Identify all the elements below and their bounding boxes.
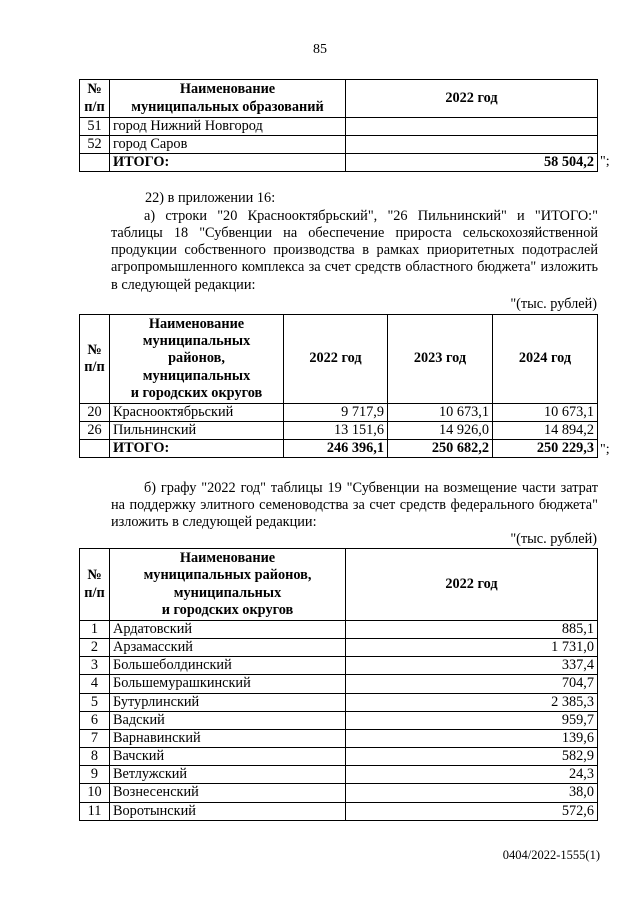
row-value-2024: 10 673,1 (493, 404, 598, 422)
row-name: Большеболдинский (110, 657, 346, 675)
row-value-2022: 24,3 (346, 766, 598, 784)
row-number: 6 (80, 711, 110, 729)
total-value-2024: 250 229,3 (493, 440, 598, 458)
row-value-2023: 14 926,0 (388, 422, 493, 440)
table1-closing-quote: "; (600, 154, 610, 169)
row-value-2022 (346, 118, 598, 136)
row-value-2022: 572,6 (346, 802, 598, 820)
row-value-2024: 14 894,2 (493, 422, 598, 440)
row-name: Вадский (110, 711, 346, 729)
row-number: 5 (80, 693, 110, 711)
row-number: 11 (80, 802, 110, 820)
total-row (80, 440, 598, 458)
col-header-2022: 2022 год (284, 315, 388, 404)
paragraph-b: б) графу "2022 год" таблицы 19 "Субвенции на возмещение части затрат на поддержку элитного семеноводства за счет средств федерального бюджета" изложить в следующей редакции: (111, 480, 598, 531)
row-value-2022: 337,4 (346, 657, 598, 675)
row-number: 10 (80, 784, 110, 802)
table-header-row (80, 549, 598, 621)
total-value-2022: 58 504,2 (346, 154, 598, 172)
row-number: 3 (80, 657, 110, 675)
row-value-2022: 13 151,6 (284, 422, 388, 440)
table-row (80, 802, 598, 820)
row-number: 8 (80, 748, 110, 766)
table-header-row (80, 315, 598, 404)
row-value-2022: 1 731,0 (346, 639, 598, 657)
table-row (80, 136, 598, 154)
row-number: 7 (80, 729, 110, 747)
table-municipal-formations (79, 79, 598, 172)
row-name: Бутурлинский (110, 693, 346, 711)
page-number: 85 (313, 42, 327, 57)
row-name: город Саров (110, 136, 346, 154)
row-number: 51 (80, 118, 110, 136)
total-row (80, 154, 598, 172)
table-row (80, 766, 598, 784)
total-value-2022: 246 396,1 (284, 440, 388, 458)
table-row (80, 748, 598, 766)
total-number-cell (80, 154, 110, 172)
col-header-name: Наименование муниципальных районов, муниципальных и городских округов (110, 549, 346, 621)
row-number: 1 (80, 621, 110, 639)
row-name: Краснооктябрьский (110, 404, 284, 422)
row-name: Варнавинский (110, 729, 346, 747)
row-value-2022: 885,1 (346, 621, 598, 639)
table-row (80, 639, 598, 657)
table2-closing-quote: "; (600, 442, 610, 457)
col-header-name: Наименование муниципальных образований (110, 80, 346, 118)
table-row (80, 784, 598, 802)
paragraph-a: а) строки "20 Краснооктябрьский", "26 Пильнинский" и "ИТОГО:" таблицы 18 "Субвенции на обеспечение прироста сельскохозяйственной продукции собственного производства в рамках приоритетных подотраслей агропромышленного комплекса за счет средств областного бюджета" изложить в следующей редакции: (111, 208, 598, 293)
row-name: Большемурашкинский (110, 675, 346, 693)
col-header-number: № п/п (80, 315, 110, 404)
row-value-2022: 582,9 (346, 748, 598, 766)
row-value-2022: 704,7 (346, 675, 598, 693)
row-number: 20 (80, 404, 110, 422)
row-number: 52 (80, 136, 110, 154)
row-name: Воротынский (110, 802, 346, 820)
row-number: 9 (80, 766, 110, 784)
row-number: 4 (80, 675, 110, 693)
table-header-row (80, 80, 598, 118)
section-22-heading: 22) в приложении 16: (145, 190, 276, 206)
row-value-2022: 2 385,3 (346, 693, 598, 711)
total-value-2023: 250 682,2 (388, 440, 493, 458)
col-header-number: № п/п (80, 549, 110, 621)
total-label: ИТОГО: (110, 440, 284, 458)
table-subventions-19 (79, 548, 598, 821)
col-header-2022: 2022 год (346, 80, 598, 118)
row-name: Ардатовский (110, 621, 346, 639)
row-name: город Нижний Новгород (110, 118, 346, 136)
row-name: Арзамасский (110, 639, 346, 657)
table-row (80, 422, 598, 440)
row-value-2022 (346, 136, 598, 154)
col-header-2022: 2022 год (346, 549, 598, 621)
col-header-2024: 2024 год (493, 315, 598, 404)
total-label: ИТОГО: (110, 154, 346, 172)
table-row (80, 118, 598, 136)
row-value-2022: 9 717,9 (284, 404, 388, 422)
table-subventions-18 (79, 314, 598, 458)
document-code: 0404/2022-1555(1) (502, 848, 600, 862)
col-header-number: № п/п (80, 80, 110, 118)
row-name: Вачский (110, 748, 346, 766)
table-row (80, 657, 598, 675)
row-value-2023: 10 673,1 (388, 404, 493, 422)
table-row (80, 693, 598, 711)
row-name: Ветлужский (110, 766, 346, 784)
table-row (80, 621, 598, 639)
total-number-cell (80, 440, 110, 458)
table-row (80, 404, 598, 422)
row-name: Вознесенский (110, 784, 346, 802)
row-number: 26 (80, 422, 110, 440)
table-row (80, 711, 598, 729)
row-number: 2 (80, 639, 110, 657)
table-row (80, 729, 598, 747)
table-row (80, 675, 598, 693)
unit-label-table3: "(тыс. рублей) (510, 531, 597, 547)
row-value-2022: 959,7 (346, 711, 598, 729)
row-name: Пильнинский (110, 422, 284, 440)
row-value-2022: 139,6 (346, 729, 598, 747)
row-value-2022: 38,0 (346, 784, 598, 802)
col-header-2023: 2023 год (388, 315, 493, 404)
col-header-name: Наименование муниципальных районов, муниципальных и городских округов (110, 315, 284, 404)
unit-label-table2: "(тыс. рублей) (510, 296, 597, 312)
